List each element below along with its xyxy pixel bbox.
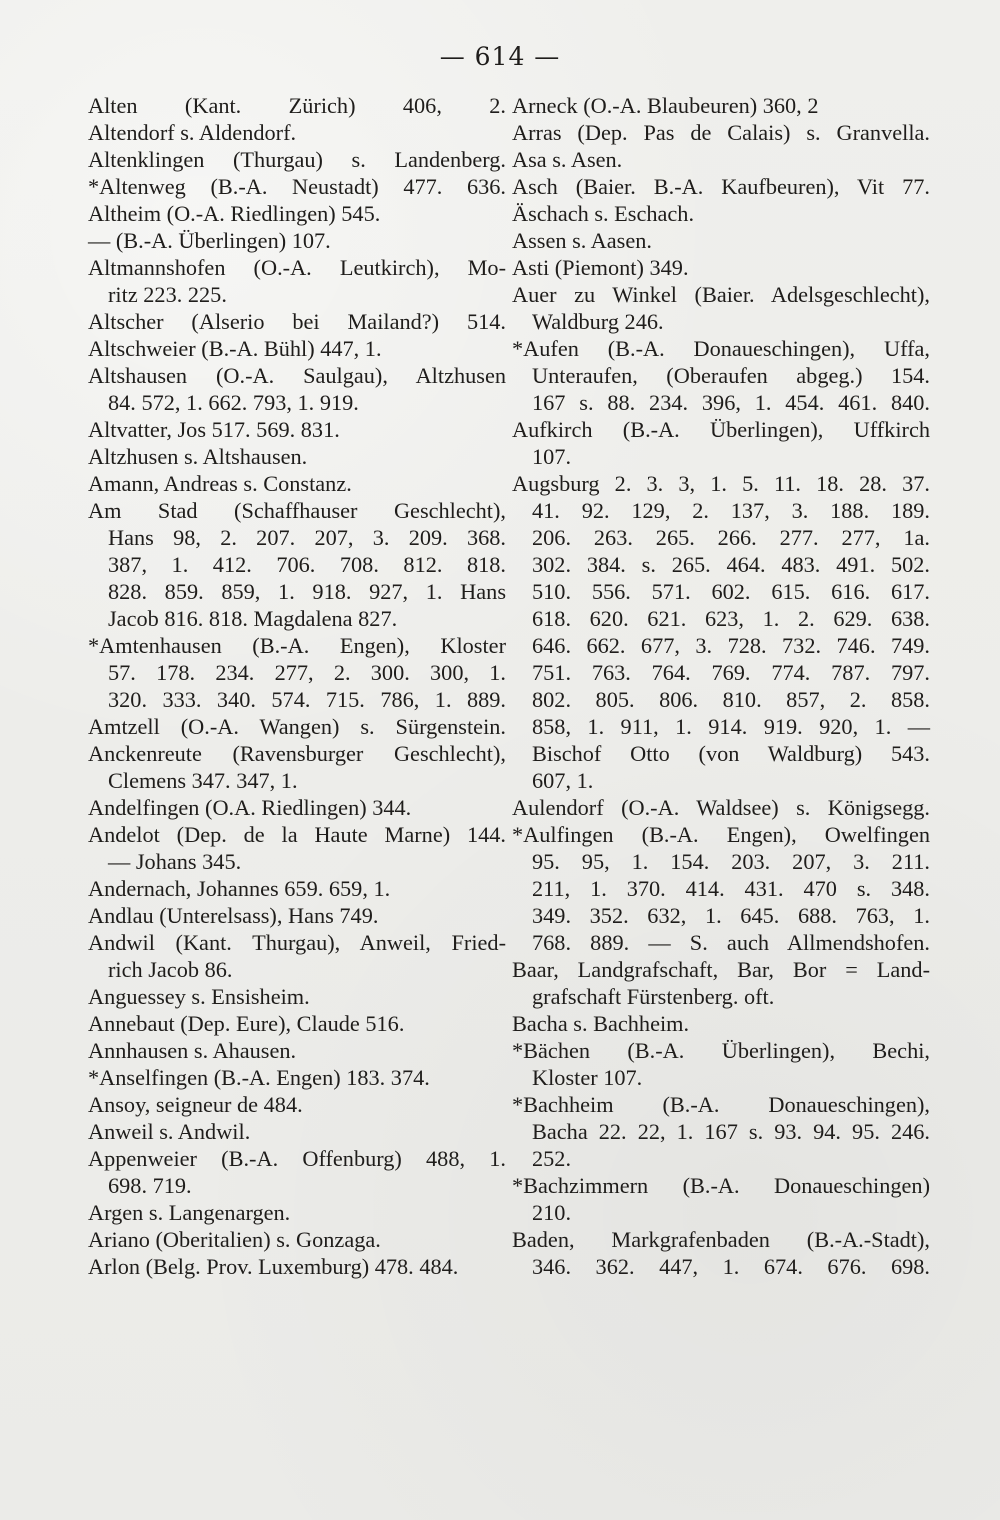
left-line-24: Amtzell (O.-A. Wangen) s. Sürgenstein.: [88, 714, 506, 739]
page-number: — 614 —: [439, 42, 561, 71]
right-line-24: 858, 1. 911, 1. 914. 919. 920, 1. —: [532, 714, 930, 739]
right-line-2: Arras (Dep. Pas de Calais) s. Granvella.: [512, 120, 930, 145]
right-line-8: Auer zu Winkel (Baier. Adelsgeschlecht),: [512, 282, 930, 307]
left-line-9: Altscher (Alserio bei Mailand?) 514.: [88, 309, 506, 334]
right-line-16: 41. 92. 129, 2. 137, 3. 188. 189.: [532, 498, 930, 523]
left-line-42: Argen s. Langenargen.: [88, 1200, 291, 1225]
left-line-6: — (B.-A. Überlingen) 107.: [88, 228, 331, 253]
right-line-10: *Aufen (B.-A. Donaueschingen), Uffa,: [512, 336, 930, 361]
left-line-35: Annebaut (Dep. Eure), Claude 516.: [88, 1011, 405, 1036]
right-line-21: 646. 662. 677, 3. 728. 732. 746. 749.: [532, 633, 930, 658]
right-line-25: Bischof Otto (von Waldburg) 543.: [532, 741, 930, 766]
left-line-5: Altheim (O.-A. Riedlingen) 545.: [88, 201, 381, 226]
left-line-28: Andelot (Dep. de la Haute Marne) 144.: [88, 822, 506, 847]
right-line-7: Asti (Piemont) 349.: [512, 255, 689, 280]
left-line-26: Clemens 347. 347, 1.: [108, 768, 298, 793]
left-line-20: Jacob 816. 818. Magdalena 827.: [108, 606, 398, 631]
right-line-38: *Bachheim (B.-A. Donaueschingen),: [512, 1092, 930, 1117]
left-line-36: Annhausen s. Ahausen.: [88, 1038, 297, 1063]
right-line-11: Unteraufen, (Oberaufen abgeg.) 154.: [532, 363, 930, 388]
left-line-32: Andwil (Kant. Thurgau), Anweil, Fried-: [88, 930, 506, 955]
left-line-14: Altzhusen s. Altshausen.: [88, 444, 308, 469]
left-line-44: Arlon (Belg. Prov. Luxemburg) 478. 484.: [88, 1254, 459, 1279]
left-line-38: Ansoy, seigneur de 484.: [88, 1092, 303, 1117]
left-line-33: rich Jacob 86.: [108, 957, 233, 982]
left-line-41: 698. 719.: [108, 1173, 192, 1198]
right-line-41: *Bachzimmern (B.-A. Donaueschingen): [512, 1173, 930, 1198]
left-line-4: *Altenweg (B.-A. Neustadt) 477. 636.: [88, 174, 506, 199]
left-column: [88, 92, 506, 1280]
left-line-13: Altvatter, Jos 517. 569. 831.: [88, 417, 340, 442]
right-line-34: grafschaft Fürstenberg. oft.: [532, 984, 775, 1009]
right-line-13: Aufkirch (B.-A. Überlingen), Uffkirch: [512, 417, 930, 442]
right-line-12: 167 s. 88. 234. 396, 1. 454. 461. 840.: [532, 390, 930, 415]
left-line-27: Andelfingen (O.A. Riedlingen) 344.: [88, 795, 412, 820]
right-line-17: 206. 263. 265. 266. 277. 277, 1a.: [532, 525, 930, 550]
left-line-39: Anweil s. Andwil.: [88, 1119, 251, 1144]
right-line-40: 252.: [532, 1146, 572, 1171]
left-line-30: Andernach, Johannes 659. 659, 1.: [88, 876, 391, 901]
left-line-19: 828. 859. 859, 1. 918. 927, 1. Hans: [108, 579, 506, 604]
left-line-37: *Anselfingen (B.-A. Engen) 183. 374.: [88, 1065, 430, 1090]
left-line-23: 320. 333. 340. 574. 715. 786, 1. 889.: [108, 687, 506, 712]
right-line-6: Assen s. Aasen.: [512, 228, 652, 253]
left-line-21: *Amtenhausen (B.-A. Engen), Kloster: [88, 633, 506, 658]
left-line-10: Altschweier (B.-A. Bühl) 447, 1.: [88, 336, 382, 361]
right-line-19: 510. 556. 571. 602. 615. 616. 617.: [532, 579, 930, 604]
right-line-26: 607, 1.: [532, 768, 594, 793]
right-line-43: Baden, Markgrafenbaden (B.-A.-Stadt),: [512, 1227, 930, 1252]
left-line-25: Anckenreute (Ravensburger Geschlecht),: [88, 741, 506, 766]
right-line-9: Waldburg 246.: [532, 309, 664, 334]
left-line-1: Alten (Kant. Zürich) 406, 2.: [88, 93, 506, 118]
right-line-44: 346. 362. 447, 1. 674. 676. 698.: [532, 1254, 930, 1279]
right-line-5: Äschach s. Eschach.: [512, 201, 695, 226]
right-line-29: 95. 95, 1. 154. 203. 207, 3. 211.: [532, 849, 930, 874]
right-line-14: 107.: [532, 444, 572, 469]
right-line-35: Bacha s. Bachheim.: [512, 1011, 690, 1036]
right-line-42: 210.: [532, 1200, 572, 1225]
right-line-4: Asch (Baier. B.-A. Kaufbeuren), Vit 77.: [512, 174, 930, 199]
right-line-31: 349. 352. 632, 1. 645. 688. 763, 1.: [532, 903, 930, 928]
left-line-11: Altshausen (O.-A. Saulgau), Altzhusen: [88, 363, 506, 388]
left-line-17: Hans 98, 2. 207. 207, 3. 209. 368.: [108, 525, 506, 550]
right-line-33: Baar, Landgrafschaft, Bar, Bor = Land-: [512, 957, 930, 982]
left-line-34: Anguessey s. Ensisheim.: [88, 984, 310, 1009]
left-line-40: Appenweier (B.-A. Offenburg) 488, 1.: [88, 1146, 506, 1171]
right-line-1: Arneck (O.-A. Blaubeuren) 360, 2: [512, 93, 819, 118]
left-line-2: Altendorf s. Aldendorf.: [88, 120, 297, 145]
left-line-18: 387, 1. 412. 706. 708. 812. 818.: [108, 552, 506, 577]
left-line-15: Amann, Andreas s. Constanz.: [88, 471, 352, 496]
left-line-43: Ariano (Oberitalien) s. Gonzaga.: [88, 1227, 381, 1252]
right-line-37: Kloster 107.: [532, 1065, 643, 1090]
right-line-22: 751. 763. 764. 769. 774. 787. 797.: [532, 660, 930, 685]
right-line-32: 768. 889. — S. auch Allmendshofen.: [532, 930, 930, 955]
right-line-28: *Aulfingen (B.-A. Engen), Owelfingen: [512, 822, 930, 847]
left-line-3: Altenklingen (Thurgau) s. Landenberg.: [88, 147, 506, 172]
left-line-22: 57. 178. 234. 277, 2. 300. 300, 1.: [108, 660, 506, 685]
right-line-36: *Bächen (B.-A. Überlingen), Bechi,: [512, 1038, 930, 1063]
right-line-18: 302. 384. s. 265. 464. 483. 491. 502.: [532, 552, 930, 577]
left-line-12: 84. 572, 1. 662. 793, 1. 919.: [108, 390, 359, 415]
left-line-8: ritz 223. 225.: [108, 282, 227, 307]
left-line-16: Am Stad (Schaffhauser Geschlecht),: [88, 498, 506, 523]
right-line-39: Bacha 22. 22, 1. 167 s. 93. 94. 95. 246.: [532, 1119, 930, 1144]
left-line-29: — Johans 345.: [108, 849, 242, 874]
right-line-27: Aulendorf (O.-A. Waldsee) s. Königsegg.: [512, 795, 930, 820]
right-line-3: Asa s. Asen.: [512, 147, 623, 172]
right-line-30: 211, 1. 370. 414. 431. 470 s. 348.: [532, 876, 930, 901]
right-line-15: Augsburg 2. 3. 3, 1. 5. 11. 18. 28. 37.: [512, 471, 930, 496]
right-column: [512, 92, 930, 1280]
left-line-7: Altmannshofen (O.-A. Leutkirch), Mo-: [88, 255, 506, 280]
left-line-31: Andlau (Unterelsass), Hans 749.: [88, 903, 379, 928]
right-line-23: 802. 805. 806. 810. 857, 2. 858.: [532, 687, 930, 712]
right-line-20: 618. 620. 621. 623, 1. 2. 629. 638.: [532, 606, 930, 631]
